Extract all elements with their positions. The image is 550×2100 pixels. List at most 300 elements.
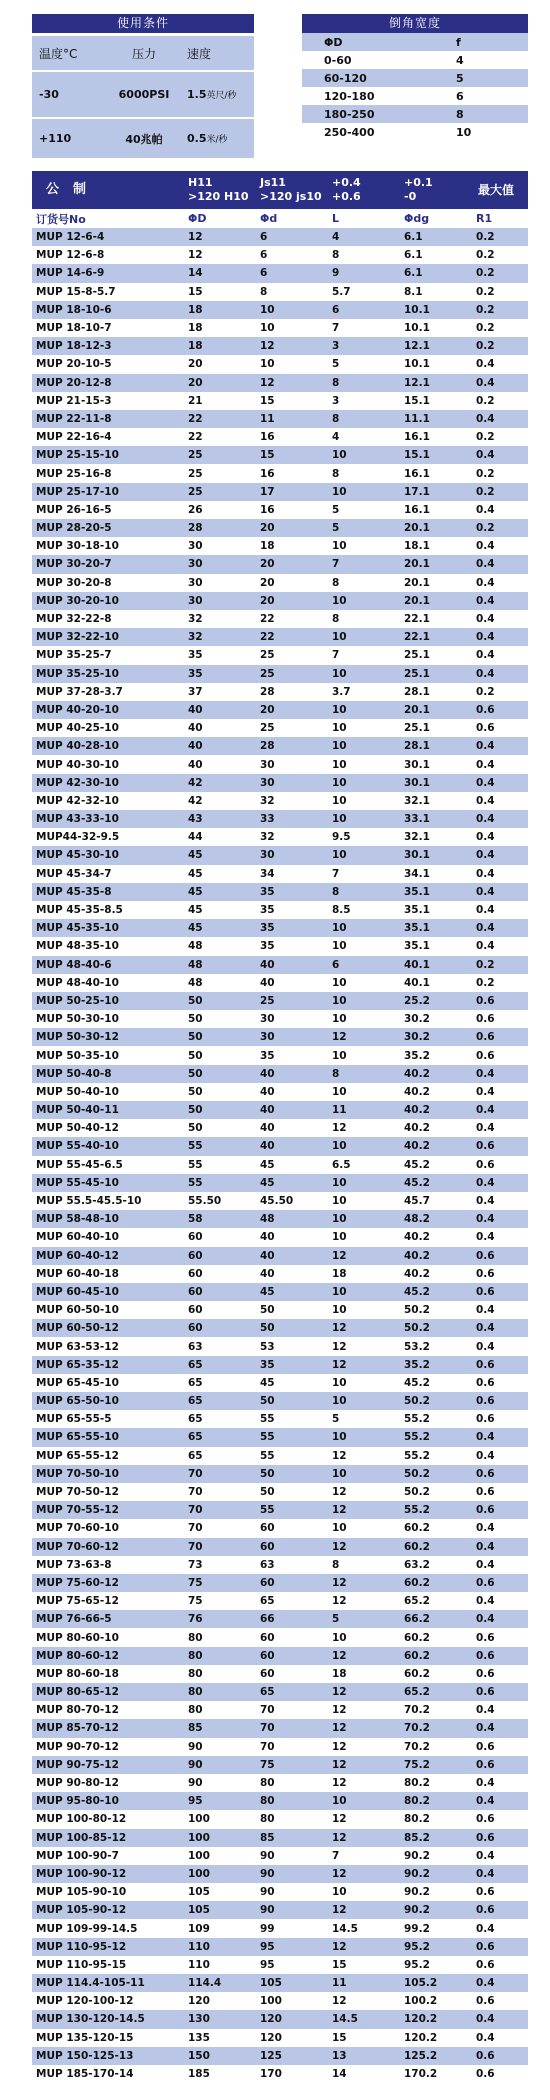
cell-order-number: MUP 73-63-8 <box>36 1558 112 1571</box>
cell-rod-diameter: 45 <box>260 1376 275 1389</box>
cell-length: 10 <box>332 922 347 935</box>
table-row <box>32 264 528 282</box>
cell-order-number: MUP 95-80-10 <box>36 1795 119 1808</box>
table-row <box>32 1428 528 1446</box>
cell-groove-diameter: 20.1 <box>404 558 430 571</box>
cell-length: 10 <box>332 1231 347 1244</box>
cell-bore-diameter: 50 <box>188 1085 203 1098</box>
cell-bore-diameter: 40 <box>188 740 203 753</box>
cell-length: 11 <box>332 1977 347 1990</box>
cell-rod-diameter: 40 <box>260 1085 275 1098</box>
cell-length: 10 <box>332 1376 347 1389</box>
cell-length: 10 <box>332 1395 347 1408</box>
cell-groove-diameter: 30.1 <box>404 776 430 789</box>
cell-rod-diameter: 25 <box>260 649 275 662</box>
cell-order-number: MUP 50-40-11 <box>36 1104 119 1117</box>
cell-length: 8 <box>332 1067 340 1080</box>
cell-length: 12 <box>332 1449 347 1462</box>
cell-rod-diameter: 35 <box>260 1049 275 1062</box>
cell-radius-max: 0.2 <box>476 958 495 971</box>
cell-groove-diameter: 28.1 <box>404 685 430 698</box>
cell-groove-diameter: 10.1 <box>404 358 430 371</box>
cell-order-number: MUP 35-25-7 <box>36 649 112 662</box>
cell-order-number: MUP 100-85-12 <box>36 1831 127 1844</box>
cell-groove-diameter: 30.1 <box>404 849 430 862</box>
cell-bore-diameter: 80 <box>188 1686 203 1699</box>
cell-length: 10 <box>332 1795 347 1808</box>
header-length-tolerance-line2: +0.6 <box>332 190 361 203</box>
cell-groove-diameter: 22.1 <box>404 631 430 644</box>
chamfer-width-title: 倒角宽度 <box>302 14 528 33</box>
table-row <box>32 1847 528 1865</box>
cell-radius-max: 0.2 <box>476 249 495 262</box>
cell-bore-diameter: 80 <box>188 1649 203 1662</box>
cell-bore-diameter: 70 <box>188 1504 203 1517</box>
cell-bore-diameter: 60 <box>188 1267 203 1280</box>
cell-radius-max: 0.4 <box>476 1431 495 1444</box>
speed-a-value: 1.5 <box>187 88 207 101</box>
table-row <box>32 1756 528 1774</box>
subheader-bore-diameter: ΦD <box>188 212 207 225</box>
cell-groove-diameter: 55.2 <box>404 1431 430 1444</box>
cell-radius-max: 0.2 <box>476 285 495 298</box>
chamfer-row <box>302 105 528 123</box>
table-row <box>32 1065 528 1083</box>
operating-conditions-panel <box>32 14 254 158</box>
cell-order-number: MUP 48-40-10 <box>36 976 119 989</box>
cell-rod-diameter: 55 <box>260 1431 275 1444</box>
cell-order-number: MUP 90-80-12 <box>36 1777 119 1790</box>
cell-bore-diameter: 37 <box>188 685 203 698</box>
table-row <box>32 774 528 792</box>
cell-radius-max: 0.4 <box>476 1322 495 1335</box>
cell-length: 10 <box>332 994 347 1007</box>
cell-groove-diameter: 80.2 <box>404 1813 430 1826</box>
cell-rod-diameter: 60 <box>260 1522 275 1535</box>
table-row <box>32 937 528 955</box>
cell-length: 3.7 <box>332 685 351 698</box>
cell-groove-diameter: 125.2 <box>404 2049 438 2062</box>
cell-radius-max: 0.4 <box>476 576 495 589</box>
cell-rod-diameter: 50 <box>260 1304 275 1317</box>
cell-length: 10 <box>332 1304 347 1317</box>
product-table <box>32 171 528 2083</box>
cell-length: 12 <box>332 1940 347 1953</box>
cell-length: 10 <box>332 1195 347 1208</box>
cell-order-number: MUP 60-50-12 <box>36 1322 119 1335</box>
table-row <box>32 1247 528 1265</box>
table-row <box>32 956 528 974</box>
cell-order-number: MUP 110-95-12 <box>36 1940 127 1953</box>
cell-groove-diameter: 90.2 <box>404 1849 430 1862</box>
chamfer-diameter-range: 120-180 <box>324 89 375 103</box>
cell-radius-max: 0.4 <box>476 867 495 880</box>
cell-order-number: MUP 25-15-10 <box>36 449 119 462</box>
cell-rod-diameter: 100 <box>260 1995 282 2008</box>
cell-groove-diameter: 30.2 <box>404 1013 430 1026</box>
cell-groove-diameter: 53.2 <box>404 1340 430 1353</box>
header-length-tolerance <box>328 171 400 209</box>
cell-order-number: MUP 45-35-8 <box>36 885 112 898</box>
cell-bore-diameter: 55 <box>188 1176 203 1189</box>
cell-order-number: MUP 100-80-12 <box>36 1813 127 1826</box>
pressure-bar: 40兆帕 <box>108 119 180 158</box>
cell-rod-diameter: 45 <box>260 1285 275 1298</box>
cell-order-number: MUP 32-22-10 <box>36 631 119 644</box>
speed-b-unit: 米/秒 <box>206 135 228 145</box>
table-row <box>32 355 528 373</box>
cell-groove-diameter: 75.2 <box>404 1758 430 1771</box>
table-row <box>32 519 528 537</box>
cell-bore-diameter: 65 <box>188 1358 203 1371</box>
cell-length: 8 <box>332 412 340 425</box>
cell-order-number: MUP 90-75-12 <box>36 1758 119 1771</box>
cell-rod-diameter: 90 <box>260 1849 275 1862</box>
speed-b <box>180 119 254 158</box>
cell-order-number: MUP 45-35-8.5 <box>36 904 123 917</box>
cell-groove-diameter: 40.2 <box>404 1140 430 1153</box>
table-row <box>32 319 528 337</box>
cell-bore-diameter: 185 <box>188 2068 210 2081</box>
table-row <box>32 537 528 555</box>
table-row <box>32 1265 528 1283</box>
cell-bore-diameter: 50 <box>188 1104 203 1117</box>
cell-rod-diameter: 6 <box>260 249 268 262</box>
cell-bore-diameter: 20 <box>188 376 203 389</box>
cell-bore-diameter: 12 <box>188 249 203 262</box>
cell-bore-diameter: 30 <box>188 576 203 589</box>
cell-length: 10 <box>332 776 347 789</box>
cell-length: 10 <box>332 1467 347 1480</box>
cell-bore-diameter: 20 <box>188 358 203 371</box>
cell-groove-diameter: 28.1 <box>404 740 430 753</box>
cell-groove-diameter: 55.2 <box>404 1449 430 1462</box>
cell-radius-max: 0.4 <box>476 1977 495 1990</box>
cell-bore-diameter: 65 <box>188 1413 203 1426</box>
cell-rod-diameter: 15 <box>260 449 275 462</box>
cell-rod-diameter: 63 <box>260 1558 275 1571</box>
cell-radius-max: 0.4 <box>476 1777 495 1790</box>
table-row <box>32 246 528 264</box>
cell-length: 10 <box>332 1085 347 1098</box>
cell-order-number: MUP 90-70-12 <box>36 1740 119 1753</box>
table-row <box>32 810 528 828</box>
table-row <box>32 1374 528 1392</box>
table-row <box>32 1228 528 1246</box>
cell-rod-diameter: 95 <box>260 1940 275 1953</box>
table-row <box>32 628 528 646</box>
cell-radius-max: 0.4 <box>476 1067 495 1080</box>
cell-groove-diameter: 10.1 <box>404 322 430 335</box>
cell-length: 3 <box>332 340 340 353</box>
cell-length: 8 <box>332 249 340 262</box>
cell-radius-max: 0.4 <box>476 1849 495 1862</box>
cell-radius-max: 0.4 <box>476 2013 495 2026</box>
cell-bore-diameter: 55.50 <box>188 1195 222 1208</box>
cell-radius-max: 0.6 <box>476 722 495 735</box>
cell-rod-diameter: 40 <box>260 958 275 971</box>
table-row <box>32 1483 528 1501</box>
table-row <box>32 1119 528 1137</box>
cell-groove-diameter: 35.1 <box>404 922 430 935</box>
cell-radius-max: 0.4 <box>476 813 495 826</box>
cell-rod-diameter: 66 <box>260 1613 275 1626</box>
cell-length: 10 <box>332 1631 347 1644</box>
table-row <box>32 301 528 319</box>
header-rod-tolerance-line1: Js11 <box>260 176 286 189</box>
cell-radius-max: 0.6 <box>476 1249 495 1262</box>
cell-order-number: MUP 40-25-10 <box>36 722 119 735</box>
cell-length: 8 <box>332 613 340 626</box>
cell-order-number: MUP 18-10-7 <box>36 322 112 335</box>
table-row <box>32 555 528 573</box>
cell-bore-diameter: 75 <box>188 1576 203 1589</box>
cell-bore-diameter: 63 <box>188 1340 203 1353</box>
header-metric: 公制 <box>46 182 101 197</box>
table-row <box>32 464 528 482</box>
cell-rod-diameter: 25 <box>260 994 275 1007</box>
cell-radius-max: 0.4 <box>476 1922 495 1935</box>
cell-length: 10 <box>332 540 347 553</box>
cell-order-number: MUP 70-50-10 <box>36 1467 119 1480</box>
cell-rod-diameter: 6 <box>260 267 268 280</box>
cell-radius-max: 0.2 <box>476 467 495 480</box>
table-row <box>32 1301 528 1319</box>
cell-order-number: MUP 45-30-10 <box>36 849 119 862</box>
cell-length: 6 <box>332 958 340 971</box>
chamfer-rows <box>302 51 528 141</box>
table-row <box>32 992 528 1010</box>
cell-bore-diameter: 60 <box>188 1322 203 1335</box>
cell-rod-diameter: 25 <box>260 722 275 735</box>
chamfer-width-value: 4 <box>456 53 464 67</box>
cell-rod-diameter: 125 <box>260 2049 282 2062</box>
cell-order-number: MUP 50-30-10 <box>36 1013 119 1026</box>
chamfer-width-value: 6 <box>456 89 464 103</box>
cell-length: 12 <box>332 1867 347 1880</box>
cell-length: 8.5 <box>332 904 351 917</box>
chamfer-diameter-range: 250-400 <box>324 125 375 139</box>
cell-radius-max: 0.4 <box>476 885 495 898</box>
cell-bore-diameter: 18 <box>188 340 203 353</box>
table-row <box>32 1010 528 1028</box>
cell-length: 12 <box>332 1740 347 1753</box>
cell-bore-diameter: 35 <box>188 649 203 662</box>
header-groove-tolerance <box>400 171 472 209</box>
table-row <box>32 1574 528 1592</box>
cell-bore-diameter: 45 <box>188 867 203 880</box>
cell-bore-diameter: 32 <box>188 631 203 644</box>
cell-groove-diameter: 17.1 <box>404 485 430 498</box>
cell-rod-diameter: 55 <box>260 1413 275 1426</box>
cell-order-number: MUP 18-12-3 <box>36 340 112 353</box>
cell-groove-diameter: 45.2 <box>404 1285 430 1298</box>
cell-radius-max: 0.6 <box>476 1486 495 1499</box>
cell-radius-max: 0.4 <box>476 1176 495 1189</box>
table-row <box>32 1956 528 1974</box>
cell-groove-diameter: 99.2 <box>404 1922 430 1935</box>
cell-rod-diameter: 35 <box>260 1358 275 1371</box>
cell-length: 9 <box>332 267 340 280</box>
cell-length: 12 <box>332 1686 347 1699</box>
cell-groove-diameter: 55.2 <box>404 1504 430 1517</box>
cell-groove-diameter: 34.1 <box>404 867 430 880</box>
cell-order-number: MUP 48-40-6 <box>36 958 112 971</box>
cell-rod-diameter: 35 <box>260 904 275 917</box>
cell-bore-diameter: 35 <box>188 667 203 680</box>
cell-rod-diameter: 120 <box>260 2031 282 2044</box>
cell-groove-diameter: 20.1 <box>404 576 430 589</box>
cell-groove-diameter: 10.1 <box>404 303 430 316</box>
cell-bore-diameter: 65 <box>188 1449 203 1462</box>
cell-groove-diameter: 25.1 <box>404 722 430 735</box>
cell-groove-diameter: 40.2 <box>404 1122 430 1135</box>
table-row <box>32 501 528 519</box>
cell-bore-diameter: 25 <box>188 485 203 498</box>
speed-a-unit: 英尺/秒 <box>206 91 237 101</box>
table-row <box>32 592 528 610</box>
cell-bore-diameter: 25 <box>188 467 203 480</box>
cell-rod-diameter: 70 <box>260 1740 275 1753</box>
cell-order-number: MUP 60-50-10 <box>36 1304 119 1317</box>
cell-rod-diameter: 6 <box>260 231 268 244</box>
cell-bore-diameter: 80 <box>188 1667 203 1680</box>
cell-length: 12 <box>332 1995 347 2008</box>
cell-radius-max: 0.6 <box>476 1649 495 1662</box>
cell-radius-max: 0.6 <box>476 1667 495 1680</box>
table-row <box>32 1101 528 1119</box>
cell-order-number: MUP 100-90-12 <box>36 1867 127 1880</box>
cell-groove-diameter: 16.1 <box>404 431 430 444</box>
cell-order-number: MUP 105-90-12 <box>36 1904 127 1917</box>
cell-bore-diameter: 80 <box>188 1704 203 1717</box>
cell-order-number: MUP 26-16-5 <box>36 503 112 516</box>
cell-bore-diameter: 120 <box>188 1995 210 2008</box>
cell-radius-max: 0.4 <box>476 740 495 753</box>
cell-groove-diameter: 60.2 <box>404 1649 430 1662</box>
cell-length: 12 <box>332 1576 347 1589</box>
cell-radius-max: 0.2 <box>476 322 495 335</box>
cell-length: 12 <box>332 1504 347 1517</box>
cell-groove-diameter: 60.2 <box>404 1576 430 1589</box>
cell-bore-diameter: 90 <box>188 1740 203 1753</box>
cell-bore-diameter: 21 <box>188 394 203 407</box>
cell-bore-diameter: 45 <box>188 904 203 917</box>
cell-radius-max: 0.6 <box>476 1413 495 1426</box>
table-row <box>32 919 528 937</box>
cell-groove-diameter: 65.2 <box>404 1686 430 1699</box>
cell-bore-diameter: 109 <box>188 1922 210 1935</box>
cell-bore-diameter: 30 <box>188 558 203 571</box>
cell-order-number: MUP 150-125-13 <box>36 2049 134 2062</box>
cell-radius-max: 0.4 <box>476 849 495 862</box>
cell-order-number: MUP 58-48-10 <box>36 1213 119 1226</box>
chamfer-width-panel <box>302 14 528 141</box>
cell-order-number: MUP 70-60-12 <box>36 1540 119 1553</box>
cell-groove-diameter: 6.1 <box>404 231 423 244</box>
cell-order-number: MUP 60-45-10 <box>36 1285 119 1298</box>
cell-radius-max: 0.6 <box>476 1395 495 1408</box>
cell-bore-diameter: 32 <box>188 613 203 626</box>
cell-length: 12 <box>332 1649 347 1662</box>
cell-groove-diameter: 16.1 <box>404 467 430 480</box>
cell-bore-diameter: 48 <box>188 940 203 953</box>
cell-order-number: MUP 30-20-10 <box>36 594 119 607</box>
cell-bore-diameter: 105 <box>188 1904 210 1917</box>
cell-groove-diameter: 95.2 <box>404 1940 430 1953</box>
cell-length: 8 <box>332 576 340 589</box>
cell-rod-diameter: 30 <box>260 758 275 771</box>
cell-order-number: MUP 22-16-4 <box>36 431 112 444</box>
cell-radius-max: 0.6 <box>476 1576 495 1589</box>
table-row <box>32 1283 528 1301</box>
cell-rod-diameter: 35 <box>260 885 275 898</box>
cell-radius-max: 0.6 <box>476 1376 495 1389</box>
table-row <box>32 1392 528 1410</box>
table-row <box>32 1683 528 1701</box>
table-row <box>32 1210 528 1228</box>
cell-order-number: MUP 60-40-10 <box>36 1231 119 1244</box>
cell-rod-diameter: 70 <box>260 1704 275 1717</box>
table-row <box>32 701 528 719</box>
cell-length: 10 <box>332 940 347 953</box>
cell-radius-max: 0.2 <box>476 976 495 989</box>
cell-rod-diameter: 15 <box>260 394 275 407</box>
table-row <box>32 1829 528 1847</box>
cell-length: 12 <box>332 1722 347 1735</box>
cell-rod-diameter: 48 <box>260 1213 275 1226</box>
cell-rod-diameter: 80 <box>260 1795 275 1808</box>
cell-order-number: MUP 185-170-14 <box>36 2068 134 2081</box>
cell-groove-diameter: 32.1 <box>404 794 430 807</box>
cell-length: 12 <box>332 1340 347 1353</box>
cell-groove-diameter: 80.2 <box>404 1777 430 1790</box>
cell-length: 4 <box>332 431 340 444</box>
table-row <box>32 1774 528 1792</box>
cell-rod-diameter: 55 <box>260 1449 275 1462</box>
cell-groove-diameter: 40.1 <box>404 976 430 989</box>
cell-bore-diameter: 42 <box>188 794 203 807</box>
cell-bore-diameter: 95 <box>188 1795 203 1808</box>
cell-rod-diameter: 40 <box>260 1140 275 1153</box>
cell-groove-diameter: 40.2 <box>404 1085 430 1098</box>
operating-conditions-title: 使用条件 <box>32 14 254 33</box>
cell-rod-diameter: 45 <box>260 1176 275 1189</box>
cell-bore-diameter: 130 <box>188 2013 210 2026</box>
cell-order-number: MUP 12-6-4 <box>36 231 105 244</box>
cell-rod-diameter: 17 <box>260 485 275 498</box>
cell-radius-max: 0.6 <box>476 1631 495 1644</box>
cell-groove-diameter: 22.1 <box>404 613 430 626</box>
cell-bore-diameter: 105 <box>188 1886 210 1899</box>
cell-rod-diameter: 65 <box>260 1686 275 1699</box>
temperature-low: -30 <box>32 72 108 117</box>
cell-radius-max: 0.2 <box>476 522 495 535</box>
table-row <box>32 1556 528 1574</box>
cell-bore-diameter: 43 <box>188 813 203 826</box>
cell-bore-diameter: 75 <box>188 1595 203 1608</box>
cell-bore-diameter: 70 <box>188 1467 203 1480</box>
cell-rod-diameter: 22 <box>260 631 275 644</box>
cell-bore-diameter: 76 <box>188 1613 203 1626</box>
chamfer-col-d: ΦD <box>324 35 343 49</box>
cell-order-number: MUP 42-32-10 <box>36 794 119 807</box>
cell-radius-max: 0.6 <box>476 1140 495 1153</box>
cell-groove-diameter: 6.1 <box>404 267 423 280</box>
cell-length: 12 <box>332 1595 347 1608</box>
table-row <box>32 1592 528 1610</box>
cell-length: 10 <box>332 1213 347 1226</box>
